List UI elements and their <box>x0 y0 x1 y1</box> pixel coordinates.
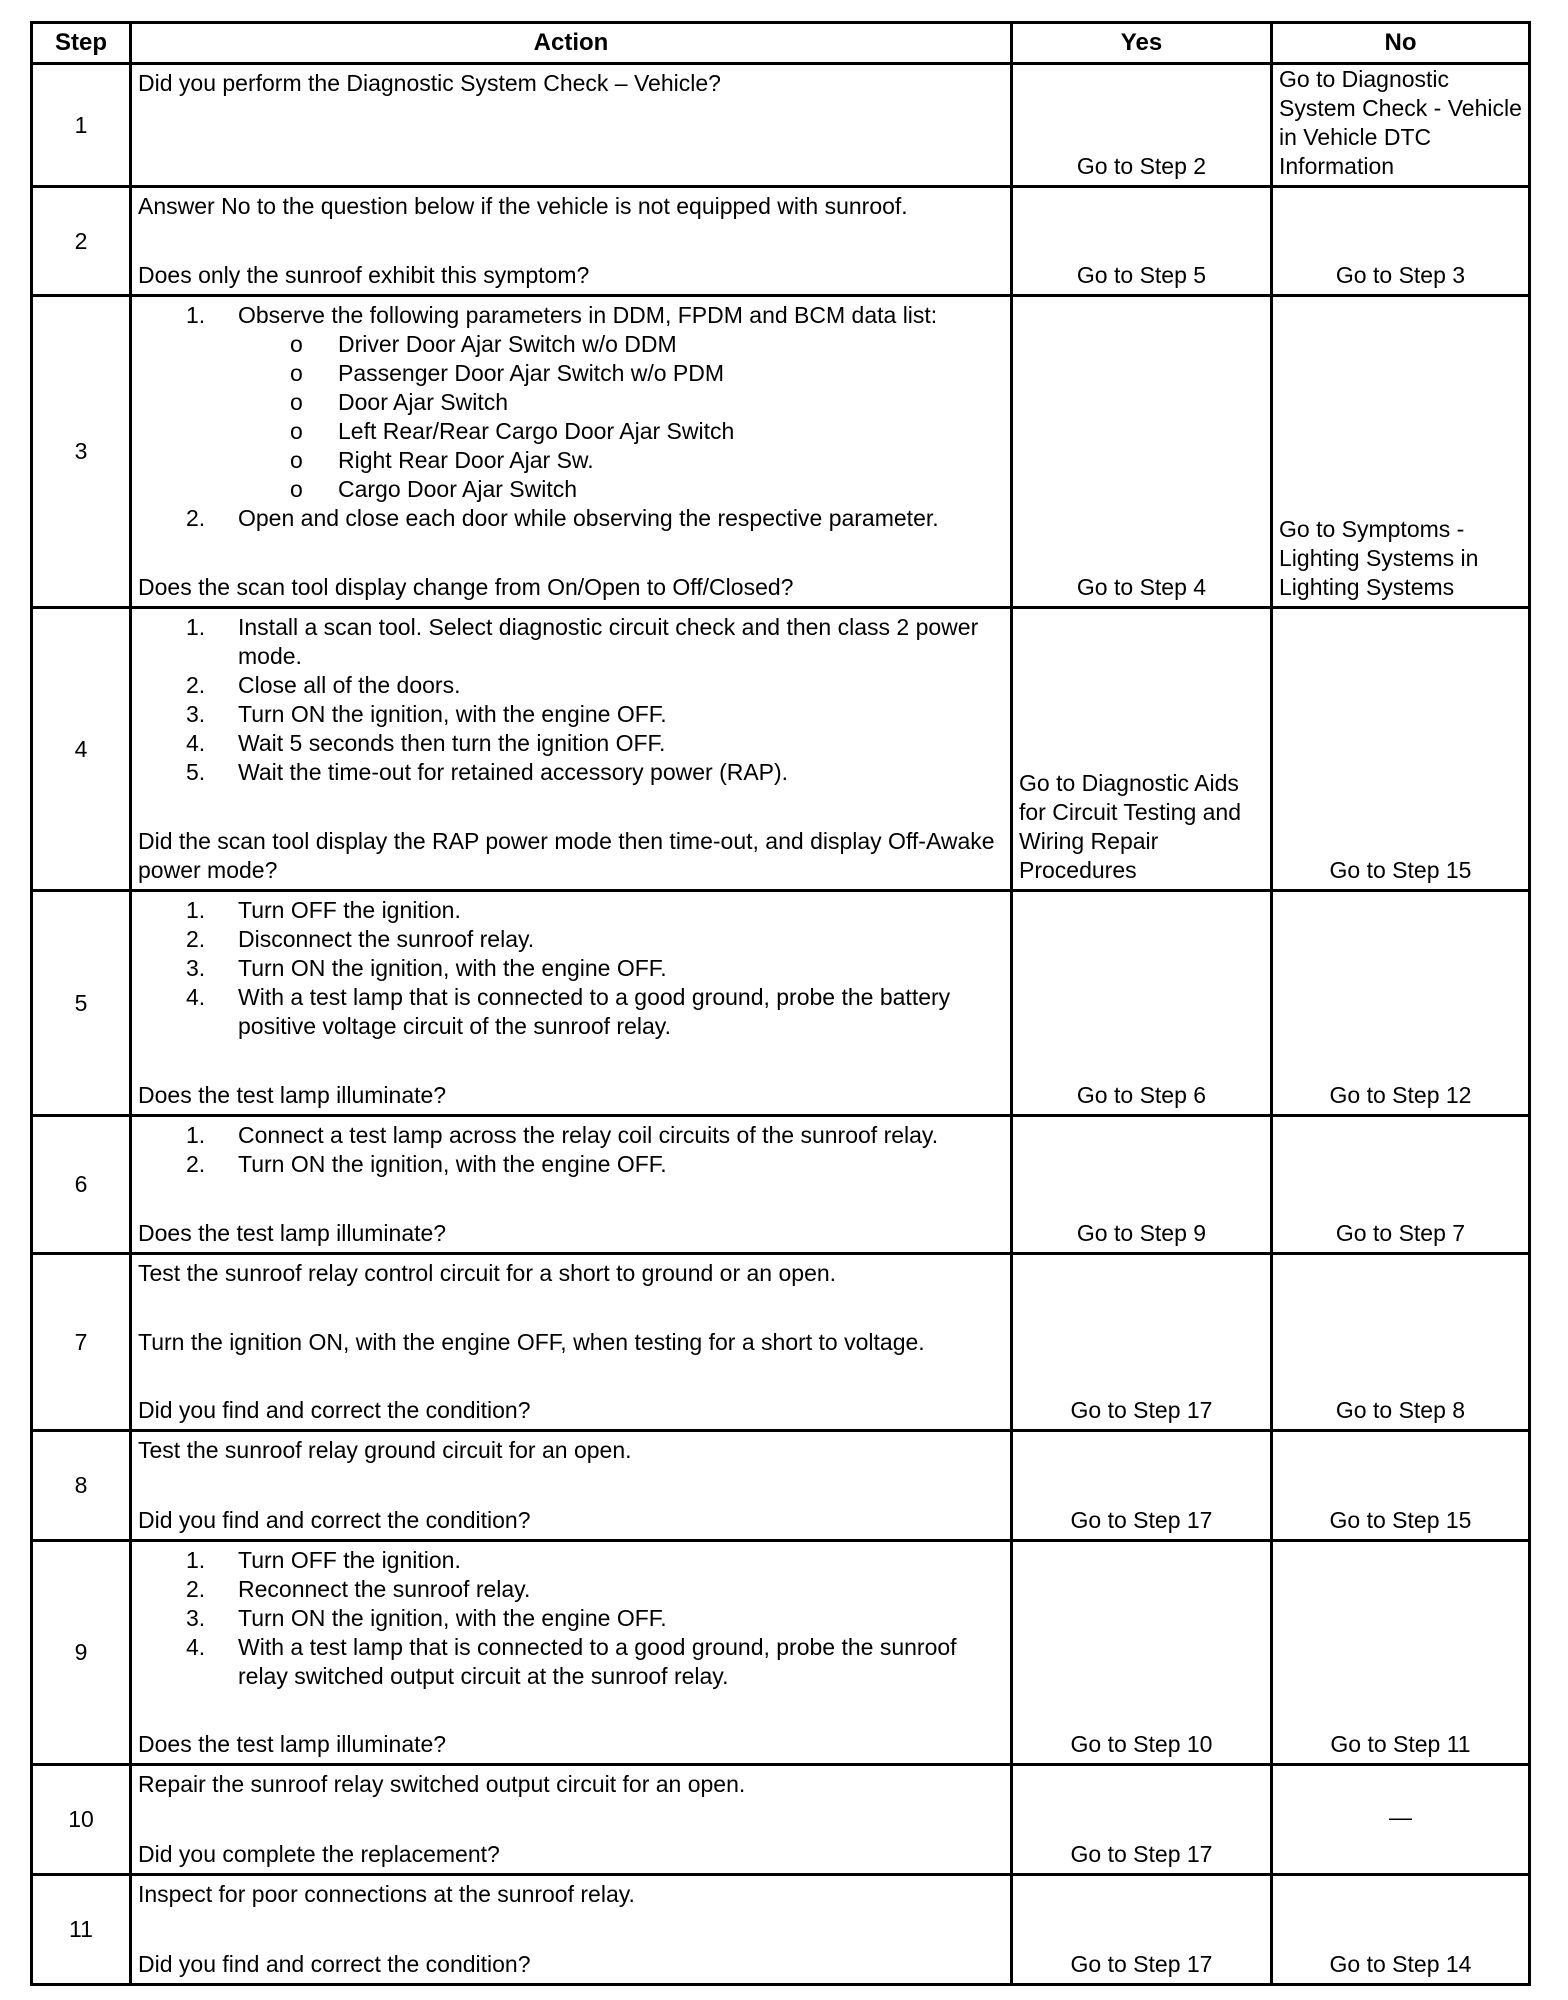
action-steps <box>138 1546 1004 1691</box>
yes-cell: Go to Step 17 <box>1012 1765 1272 1875</box>
step-num: 1. <box>186 1547 206 1573</box>
action-cell <box>131 1541 1012 1765</box>
action-step <box>138 758 1004 787</box>
bullet: o <box>290 418 303 444</box>
step-num: 1. <box>186 1122 206 1148</box>
step-num: 1. <box>186 302 206 328</box>
step-num: 5. <box>186 759 206 785</box>
action-step <box>138 700 1004 729</box>
action-steps <box>138 1121 1004 1179</box>
step-text: Turn OFF the ignition. <box>238 1547 461 1573</box>
parameter-text: Door Ajar Switch <box>338 389 509 415</box>
parameter-item <box>138 475 1004 504</box>
no-cell: Go to Step 7 <box>1272 1116 1530 1254</box>
yes-cell: Go to Step 10 <box>1012 1541 1272 1765</box>
step-num: 3. <box>186 701 206 727</box>
step-num: 3. <box>186 1605 206 1631</box>
table-row <box>32 187 1530 296</box>
table-row <box>32 891 1530 1116</box>
yes-cell: Go to Step 17 <box>1012 1431 1272 1541</box>
step-num: 2. <box>186 1151 206 1177</box>
step-text: Install a scan tool. Select diagnostic circuit check and then class 2 power mode. <box>238 614 979 669</box>
step-number: 6 <box>32 1116 131 1254</box>
step-number: 4 <box>32 608 131 891</box>
action-step <box>138 1633 1004 1691</box>
action-step <box>138 504 1004 533</box>
step-number: 5 <box>32 891 131 1116</box>
step-number: 3 <box>32 296 131 608</box>
yes-cell: Go to Step 17 <box>1012 1875 1272 1985</box>
no-cell: Go to Step 3 <box>1272 187 1530 296</box>
step-text: Wait 5 seconds then turn the ignition OFF. <box>238 730 666 756</box>
step-text: With a test lamp that is connected to a good ground, probe the sunroof relay switched output circuit at the sunroof relay. <box>238 1634 957 1689</box>
action-question: Did you complete the replacement? <box>138 1841 500 1867</box>
header-row <box>32 23 1530 64</box>
table-row <box>32 296 1530 608</box>
action-text: Test the sunroof relay ground circuit for an open. <box>138 1437 632 1463</box>
action-step <box>138 671 1004 700</box>
action-steps <box>138 504 1004 533</box>
action-text: Did you perform the Diagnostic System Check – Vehicle? <box>138 70 721 96</box>
parameter-text: Driver Door Ajar Switch w/o DDM <box>338 331 677 357</box>
action-cell <box>131 891 1012 1116</box>
action-cell <box>131 608 1012 891</box>
no-cell: Go to Step 12 <box>1272 891 1530 1116</box>
action-cell <box>131 187 1012 296</box>
action-question: Does the test lamp illuminate? <box>138 1220 447 1246</box>
action-question: Did the scan tool display the RAP power mode then time-out, and display Off-Awake power mode? <box>138 828 995 883</box>
action-step <box>138 1121 1004 1150</box>
parameter-list <box>138 330 1004 504</box>
parameter-text: Right Rear Door Ajar Sw. <box>338 447 594 473</box>
step-text: Turn ON the ignition, with the engine OFF. <box>238 955 667 981</box>
action-steps <box>138 301 1004 330</box>
parameter-item <box>138 417 1004 446</box>
bullet: o <box>290 331 303 357</box>
step-text: Disconnect the sunroof relay. <box>238 926 535 952</box>
step-num: 1. <box>186 897 206 923</box>
no-cell: Go to Step 11 <box>1272 1541 1530 1765</box>
step-number: 1 <box>32 64 131 187</box>
no-cell: Go to Step 15 <box>1272 1431 1530 1541</box>
yes-cell: Go to Step 17 <box>1012 1254 1272 1431</box>
action-cell <box>131 1254 1012 1431</box>
action-cell <box>131 1765 1012 1875</box>
bullet: o <box>290 360 303 386</box>
step-number: 2 <box>32 187 131 296</box>
step-text: Turn OFF the ignition. <box>238 897 461 923</box>
action-question: Does only the sunroof exhibit this symptom? <box>138 262 590 288</box>
table-row <box>32 608 1530 891</box>
action-step <box>138 983 1004 1041</box>
yes-cell: Go to Step 5 <box>1012 187 1272 296</box>
step-num: 2. <box>186 672 206 698</box>
action-question: Did you find and correct the condition? <box>138 1507 531 1533</box>
action-steps <box>138 613 1004 787</box>
parameter-item <box>138 330 1004 359</box>
action-step <box>138 613 1004 671</box>
no-cell: Go to Step 14 <box>1272 1875 1530 1985</box>
step-number: 7 <box>32 1254 131 1431</box>
step-text: Open and close each door while observing the respective parameter. <box>238 505 939 531</box>
bullet: o <box>290 389 303 415</box>
action-text: Answer No to the question below if the vehicle is not equipped with sunroof. <box>138 193 908 219</box>
no-cell: Go to Diagnostic System Check - Vehicle in Vehicle DTC Information <box>1272 64 1530 187</box>
step-text: Reconnect the sunroof relay. <box>238 1576 531 1602</box>
no-cell: — <box>1272 1765 1530 1875</box>
action-step <box>138 896 1004 925</box>
action-step <box>138 954 1004 983</box>
action-question: Does the test lamp illuminate? <box>138 1082 447 1108</box>
table-row <box>32 1116 1530 1254</box>
action-step <box>138 1575 1004 1604</box>
step-num: 4. <box>186 984 206 1010</box>
step-number: 11 <box>32 1875 131 1985</box>
parameter-text: Cargo Door Ajar Switch <box>338 476 578 502</box>
step-num: 2. <box>186 1576 206 1602</box>
table-row <box>32 1875 1530 1985</box>
action-cell <box>131 296 1012 608</box>
table-row <box>32 64 1530 187</box>
action-text: Turn the ignition ON, with the engine OFF, when testing for a short to voltage. <box>138 1328 925 1355</box>
no-cell: Go to Step 8 <box>1272 1254 1530 1431</box>
action-step <box>138 1604 1004 1633</box>
action-step <box>138 301 1004 330</box>
action-question: Did you find and correct the condition? <box>138 1397 531 1423</box>
action-cell <box>131 64 1012 187</box>
step-number: 10 <box>32 1765 131 1875</box>
yes-cell: Go to Step 4 <box>1012 296 1272 608</box>
yes-cell: Go to Step 9 <box>1012 1116 1272 1254</box>
diagnostic-table <box>30 21 1531 1986</box>
action-cell <box>131 1431 1012 1541</box>
action-cell <box>131 1875 1012 1985</box>
bullet: o <box>290 476 303 502</box>
step-num: 2. <box>186 926 206 952</box>
step-text: Turn ON the ignition, with the engine OFF. <box>238 701 667 727</box>
yes-cell: Go to Diagnostic Aids for Circuit Testing and Wiring Repair Procedures <box>1012 608 1272 891</box>
action-steps <box>138 896 1004 1041</box>
header-no: No <box>1272 23 1530 64</box>
action-text: Repair the sunroof relay switched output circuit for an open. <box>138 1771 746 1797</box>
action-step <box>138 1150 1004 1179</box>
action-question: Did you find and correct the condition? <box>138 1951 531 1977</box>
step-text: Turn ON the ignition, with the engine OFF. <box>238 1605 667 1631</box>
step-text: Close all of the doors. <box>238 672 461 698</box>
action-question: Does the test lamp illuminate? <box>138 1731 447 1757</box>
header-action: Action <box>131 23 1012 64</box>
parameter-item <box>138 388 1004 417</box>
step-num: 1. <box>186 614 206 640</box>
parameter-item <box>138 359 1004 388</box>
parameter-text: Passenger Door Ajar Switch w/o PDM <box>338 360 725 386</box>
step-text: Wait the time-out for retained accessory power (RAP). <box>238 759 789 785</box>
action-text: Inspect for poor connections at the sunroof relay. <box>138 1881 635 1907</box>
table-row <box>32 1431 1530 1541</box>
action-step <box>138 1546 1004 1575</box>
action-text: Test the sunroof relay control circuit for a short to ground or an open. <box>138 1260 837 1286</box>
bullet: o <box>290 447 303 473</box>
yes-cell: Go to Step 2 <box>1012 64 1272 187</box>
yes-cell: Go to Step 6 <box>1012 891 1272 1116</box>
step-text: With a test lamp that is connected to a good ground, probe the battery positive voltage circuit of the sunroof relay. <box>238 984 951 1039</box>
header-yes: Yes <box>1012 23 1272 64</box>
table-row <box>32 1541 1530 1765</box>
parameter-item <box>138 446 1004 475</box>
step-num: 3. <box>186 955 206 981</box>
step-text: Turn ON the ignition, with the engine OFF. <box>238 1151 667 1177</box>
action-question: Does the scan tool display change from On/Open to Off/Closed? <box>138 574 794 600</box>
step-num: 4. <box>186 1634 206 1660</box>
parameter-text: Left Rear/Rear Cargo Door Ajar Switch <box>338 418 735 444</box>
step-text: Connect a test lamp across the relay coil circuits of the sunroof relay. <box>238 1122 939 1148</box>
action-step <box>138 925 1004 954</box>
action-cell <box>131 1116 1012 1254</box>
step-num: 2. <box>186 505 206 531</box>
step-num: 4. <box>186 730 206 756</box>
no-cell: Go to Symptoms - Lighting Systems in Lighting Systems <box>1272 296 1530 608</box>
step-number: 8 <box>32 1431 131 1541</box>
table-row <box>32 1254 1530 1431</box>
header-step: Step <box>32 23 131 64</box>
step-text: Observe the following parameters in DDM, FPDM and BCM data list: <box>238 302 938 328</box>
table-row <box>32 1765 1530 1875</box>
step-number: 9 <box>32 1541 131 1765</box>
no-cell: Go to Step 15 <box>1272 608 1530 891</box>
action-step <box>138 729 1004 758</box>
